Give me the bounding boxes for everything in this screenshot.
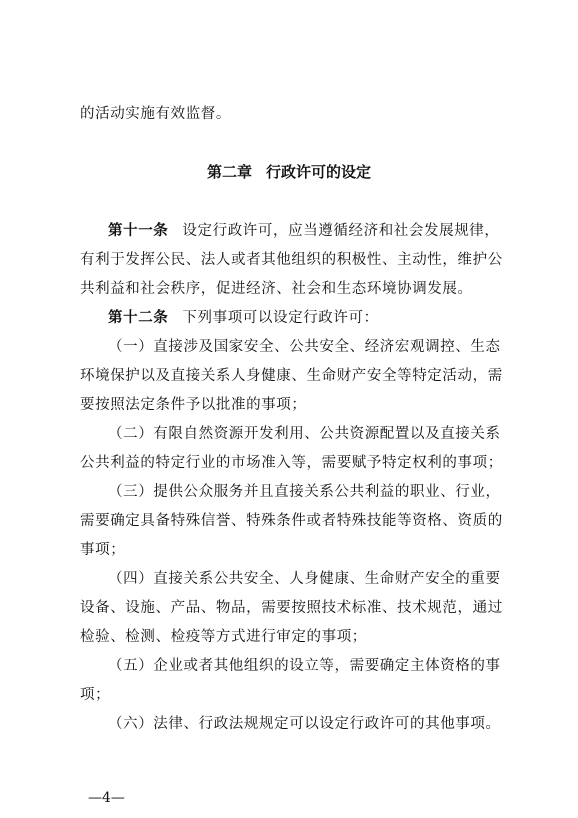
text-line: 有利于发挥公民、法人或者其他组织的积极性、主动性，维护公 bbox=[80, 252, 503, 268]
chapter-number: 第二章 bbox=[206, 163, 252, 181]
article-12-line-1 bbox=[108, 309, 500, 327]
text-line: （三）提供公众服务并且直接关系公共利益的职业、行业， bbox=[108, 484, 501, 500]
text-line: 共利益和社会秩序，促进经济、社会和生态环境协调发展。 bbox=[80, 281, 473, 297]
text-line: 事项； bbox=[80, 542, 126, 558]
text-line: 设备、设施、产品、物品，需要按照技术标准、技术规范，通过 bbox=[80, 600, 503, 616]
article-text: 设定行政许可，应当遵循经济和社会发展规律， bbox=[182, 223, 500, 239]
text-line: 要按照法定条件予以批准的事项； bbox=[80, 397, 307, 413]
text-line: （五）企业或者其他组织的设立等，需要确定主体资格的事 bbox=[108, 658, 501, 674]
text-line: 公共利益的特定行业的市场准入等，需要赋予特定权利的事项； bbox=[80, 455, 503, 471]
text-line: （六）法律、行政法规规定可以设定行政许可的其他事项。 bbox=[108, 716, 501, 732]
text-line: 检验、检测、检疫等方式进行审定的事项； bbox=[80, 629, 367, 645]
article-11-line-1 bbox=[108, 222, 500, 240]
text-line: 需要确定具备特殊信誉、特殊条件或者特殊技能等资格、资质的 bbox=[80, 513, 503, 529]
article-label: 第十一条 bbox=[108, 223, 169, 239]
article-text: 下列事项可以设定行政许可： bbox=[182, 310, 379, 326]
text-line: （二）有限自然资源开发利用、公共资源配置以及直接关系 bbox=[108, 426, 501, 442]
text-line: 的活动实施有效监督。 bbox=[80, 106, 231, 122]
chapter-title: 行政许可的设定 bbox=[266, 163, 372, 181]
page-number: —4— bbox=[88, 790, 125, 806]
chapter-heading bbox=[0, 163, 578, 181]
text-line: （四）直接关系公共安全、人身健康、生命财产安全的重要 bbox=[108, 571, 501, 587]
text-line: 项； bbox=[80, 687, 111, 703]
text-line: 环境保护以及直接关系人身健康、生命财产安全等特定活动，需 bbox=[80, 368, 503, 384]
article-label: 第十二条 bbox=[108, 310, 169, 326]
text-line: （一）直接涉及国家安全、公共安全、经济宏观调控、生态 bbox=[108, 339, 501, 355]
